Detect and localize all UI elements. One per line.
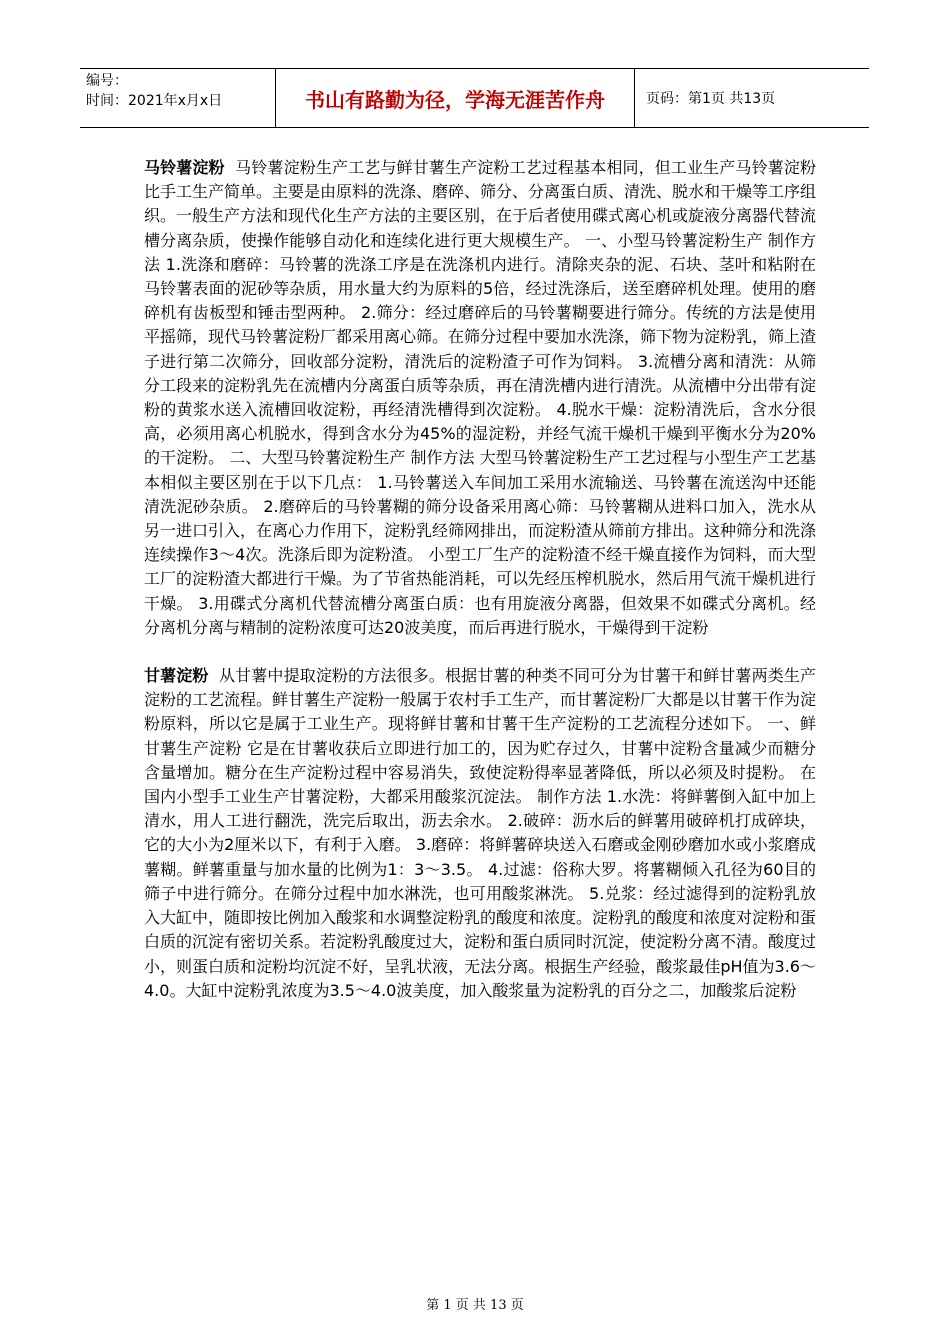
- section-body: 从甘薯中提取淀粉的方法很多。根据甘薯的种类不同可分为甘薯干和鲜甘薯两类生产淀粉的工艺流程。鲜甘薯生产淀粉一般属于农村手工生产，而甘薯淀粉厂大都是以甘薯干作为淀粉原料，所以它是属于工业生产。现将鲜甘薯和甘薯干生产淀粉的工艺流程分述如下。 一、鲜甘薯生产淀粉 它是在甘薯收获后立即进行加工的，因为贮存过久，甘薯中淀粉含量减少而糖分含量增加。糖分在生产淀粉过程中容易消失，致使淀粉得率显著降低，所以必须及时提粉。 在国内小型手工业生产甘薯淀粉，大都采用酸浆沉淀法。 制作方法 1.水洗：将鲜薯倒入缸中加上清水，用人工进行翻洗，洗完后取出，沥去余水。 2.破碎：沥水后的鲜薯用破碎机打成碎块，它的大小为2厘米以下，有利于入磨。 3.磨碎：将鲜薯碎块送入石磨或金刚砂磨加水或小浆磨成薯糊。鲜薯重量与加水量的比例为1：3～3.5。 4.过滤：俗称大罗。将薯糊倾入孔径为60目的筛子中进行筛分。在筛分过程中加水淋洗，也可用酸浆淋洗。 5.兑浆：经过滤得到的淀粉乳放入大缸中，随即按比例加入酸浆和水调整淀粉乳的酸度和浓度。淀粉乳的酸度和浓度对淀粉和蛋白质的沉淀有密切关系。若淀粉乳酸度过大，淀粉和蛋白质同时沉淀，使淀粉分离不清。酸度过小，则蛋白质和淀粉均沉淀不好，呈乳状液，无法分离。根据生产经验，酸浆最佳pH值为3.6～4.0。大缸中淀粉乳浓度为3.5～4.0波美度，加入酸浆量为淀粉乳的百分之二，加酸浆后淀粉: [144, 666, 817, 1000]
- page-footer: 第 1 页 共 13 页: [426, 1298, 524, 1313]
- document-body: [144, 156, 816, 1003]
- section-title: 甘薯淀粉: [144, 666, 209, 686]
- section-sweet-potato-starch: [144, 664, 816, 1003]
- document-number-label: 编号：: [86, 73, 128, 89]
- header-motto: 书山有路勤为径，学海无涯苦作舟: [276, 69, 635, 127]
- header-meta: [80, 69, 276, 127]
- page-header: [80, 68, 869, 128]
- section-title: 马铃薯淀粉: [144, 158, 225, 177]
- header-page-label: 页码：第1页 共13页: [646, 91, 776, 107]
- section-potato-starch: [144, 156, 816, 640]
- document-time-label: 时间：2021年x月x日: [86, 93, 223, 109]
- section-body: 马铃薯淀粉生产工艺与鲜甘薯生产淀粉工艺过程基本相同，但工业生产马铃薯淀粉比手工生产简单。主要是由原料的洗涤、磨碎、筛分、分离蛋白质、清洗、脱水和干燥等工序组织。一般生产方法和现代化生产方法的主要区别，在于后者使用碟式离心机或旋液分离器代替流槽分离杂质，使操作能够自动化和连续化进行更大规模生产。 一、小型马铃薯淀粉生产 制作方法 1.洗涤和磨碎：马铃薯的洗涤工序是在洗涤机内进行。清除夹杂的泥、石块、茎叶和粘附在马铃薯表面的泥砂等杂质，用水量大约为原料的5倍，经过洗涤后，送至磨碎机处理。使用的磨碎机有齿板型和锤击型两种。 2.筛分：经过磨碎后的马铃薯糊要进行筛分。传统的方法是使用平摇筛，现代马铃薯淀粉厂都采用离心筛。在筛分过程中要加水洗涤，筛下物为淀粉乳，筛上渣子进行第二次筛分，回收部分淀粉，清洗后的淀粉渣子可作为饲料。 3.流槽分离和清洗：从筛分工段来的淀粉乳先在流槽内分离蛋白质等杂质，再在清洗槽内进行清洗。从流槽中分出带有淀粉的黄浆水送入流槽回收淀粉，再经清洗槽得到次淀粉。 4.脱水干燥：淀粉清洗后，含水分很高，必须用离心机脱水，得到含水分为45%的湿淀粉，并经气流干燥机干燥到平衡水分为20%的干淀粉。 二、大型马铃薯淀粉生产 制作方法 大型马铃薯淀粉生产工艺过程与小型生产工艺基本相似主要区别在于以下几点： 1.马铃薯送入车间加工采用水流输送、马铃薯在流送沟中还能清洗泥砂杂质。 2.磨碎后的马铃薯糊的筛分设备采用离心筛：马铃薯糊从进料口加入，洗水从另一进口引入，在离心力作用下，淀粉乳经筛网排出，而淀粉渣从筛前方排出。这种筛分和洗涤连续操作3～4次。洗涤后即为淀粉渣。 小型工厂生产的淀粉渣不经干燥直接作为饲料，而大型工厂的淀粉渣大都进行干燥。为了节省热能消耗，可以先经压榨机脱水，然后用气流干燥机进行干燥。 3.用碟式分离机代替流槽分离蛋白质：也有用旋液分离器，但效果不如碟式分离机。经分离机分离与精制的淀粉浓度可达20波美度，而后再进行脱水，干燥得到干淀粉: [144, 158, 817, 637]
